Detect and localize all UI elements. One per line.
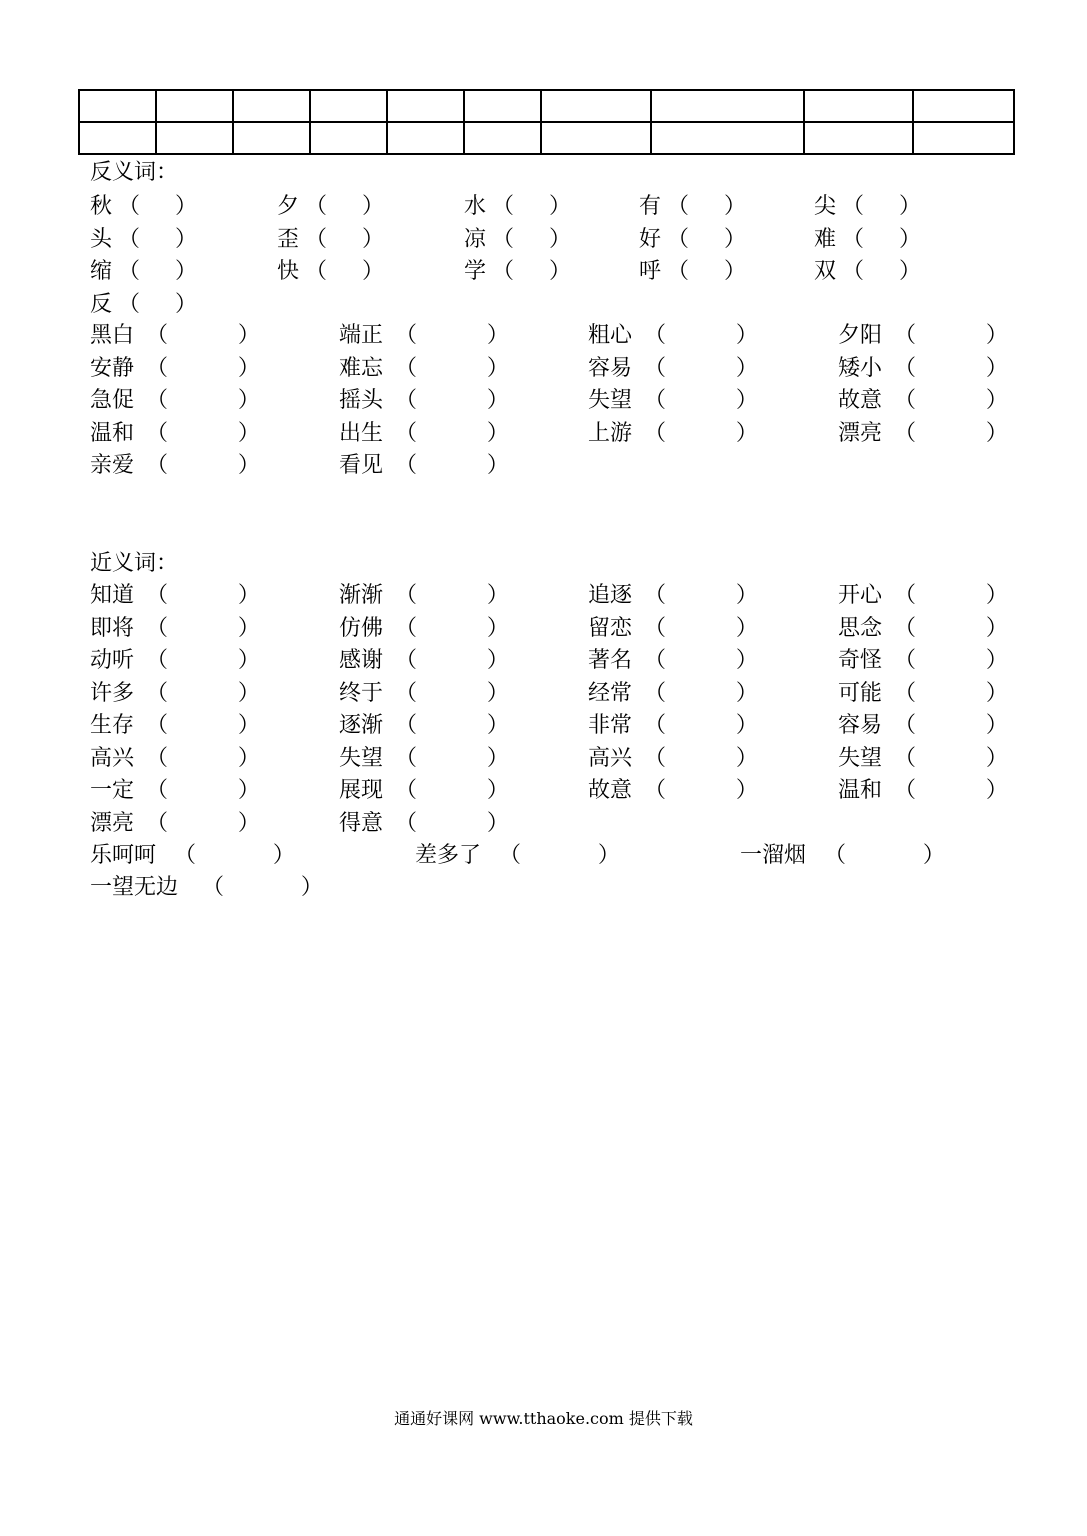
word-label: 一望无边 [90,875,179,900]
antonym-single-row [0,260,1087,292]
synonym-double-item [90,682,260,706]
synonym-double-item [339,617,509,641]
answer-blank[interactable]: （ ） [146,713,260,738]
word-label: 可能 [838,680,883,706]
word-label: 高兴 [588,745,633,771]
word-label: 终于 [339,680,384,706]
synonym-double-row [0,682,1087,714]
synonym-double-item [588,779,758,803]
word-label: 差多了 [415,843,482,868]
synonym-double-item [90,779,260,803]
antonym-double-row [0,389,1087,421]
answer-blank[interactable]: （ ） [395,355,509,381]
word-label: 看见 [339,453,384,478]
synonym-double-item [90,584,260,608]
synonym-triple-row [0,844,1087,876]
word-label: 经常 [588,680,633,706]
synonyms-title: 近义词： [90,551,179,576]
answer-blank[interactable]: （ ） [395,648,509,673]
blank-cell[interactable] [79,122,156,154]
answer-blank[interactable]: （ ） [894,388,1008,413]
antonym-single-item [464,195,571,219]
word-label: 双 [814,259,837,284]
synonym-quad-row [0,876,1087,908]
antonym-double-item [838,357,1008,381]
word-label: 逐渐 [339,713,384,738]
synonym-double-item [90,714,260,738]
synonym-double-item [339,682,509,706]
blank-cell[interactable] [913,90,1014,122]
antonym-single-item [277,195,384,219]
word-label: 学 [464,259,487,284]
blank-cell[interactable] [310,90,387,122]
answer-blank[interactable]: （ ） [667,194,746,219]
word-label: 开心 [838,583,883,608]
answer-blank[interactable]: （ ） [395,453,509,478]
synonym-triple-item [90,844,295,868]
blank-cell[interactable] [79,90,156,122]
answer-blank[interactable]: （ ） [146,355,260,381]
answer-blank[interactable]: （ ） [894,583,1008,608]
synonym-double-row [0,617,1087,649]
blank-cell[interactable] [804,90,913,122]
word-label: 凉 [464,226,487,252]
answer-blank[interactable]: （ ） [146,615,260,641]
answer-blank[interactable]: （ ） [894,323,1008,348]
synonym-double-item [588,714,758,738]
blank-cell[interactable] [387,90,464,122]
synonym-double-row [0,649,1087,681]
answer-blank[interactable]: （ ） [395,778,509,803]
word-label: 头 [90,226,113,252]
word-label: 生存 [90,713,135,738]
word-label: 非常 [588,713,633,738]
synonym-double-item [588,649,758,673]
table-row [79,90,1014,122]
antonym-single-item [639,228,746,252]
answer-blank[interactable]: （ ） [146,453,260,478]
word-label: 得意 [339,810,384,836]
answer-blank[interactable]: （ ） [894,778,1008,803]
synonym-double-item [838,747,1008,771]
answer-blank[interactable]: （ ） [146,583,260,608]
answer-blank[interactable]: （ ） [644,583,758,608]
synonym-double-item [838,779,1008,803]
answer-blank[interactable]: （ ） [146,778,260,803]
antonym-single-row [0,293,1087,325]
answer-blank[interactable]: （ ） [395,583,509,608]
word-label: 夕阳 [838,323,883,348]
synonym-double-item [838,649,1008,673]
word-label: 亲爱 [90,453,135,478]
word-label: 追逐 [588,583,633,608]
antonym-double-row [0,324,1087,356]
answer-blank[interactable]: （ ） [146,680,260,706]
word-label: 歪 [277,226,300,252]
word-label: 缩 [90,259,113,284]
word-label: 急促 [90,388,135,413]
antonym-single-item [277,228,384,252]
synonym-double-item [339,779,509,803]
answer-blank[interactable]: （ ） [894,745,1008,771]
answer-blank[interactable]: （ ） [118,194,197,219]
antonym-single-item [639,260,746,284]
synonym-double-item [838,714,1008,738]
answer-blank[interactable]: （ ） [395,388,509,413]
synonym-double-row [0,812,1087,844]
blank-cell[interactable] [541,90,651,122]
word-label: 好 [639,226,662,252]
synonym-double-item [90,747,260,771]
antonym-double-item [90,389,260,413]
word-label: 留恋 [588,615,633,641]
answer-blank[interactable]: （ ） [395,745,509,771]
word-label: 仿佛 [339,615,384,641]
antonym-double-row [0,422,1087,454]
word-label: 故意 [838,388,883,413]
word-label: 夕 [277,194,300,219]
synonym-double-row [0,714,1087,746]
word-label: 一定 [90,778,135,803]
answer-blank[interactable]: （ ） [644,420,758,446]
word-label: 思念 [838,615,883,641]
answer-blank[interactable]: （ ） [644,778,758,803]
word-label: 故意 [588,778,633,803]
synonym-double-item [339,584,509,608]
answer-blank[interactable]: （ ） [894,355,1008,381]
synonym-double-item [588,617,758,641]
word-label: 反 [90,291,113,317]
word-label: 知道 [90,583,135,608]
blank-cell[interactable] [541,122,651,154]
blank-cell[interactable] [387,122,464,154]
synonym-double-item [90,617,260,641]
blank-cell[interactable] [464,90,541,122]
antonym-double-item [588,422,758,446]
word-label: 渐渐 [339,583,384,608]
answer-blank[interactable]: （ ） [894,648,1008,673]
answer-blank[interactable]: （ ） [395,615,509,641]
word-label: 容易 [838,713,883,738]
answer-blank[interactable]: （ ） [118,226,197,252]
answer-blank[interactable]: （ ） [492,259,571,284]
word-label: 黑白 [90,323,135,348]
blank-cell[interactable] [310,122,387,154]
word-label: 乐呵呵 [90,843,157,868]
word-label: 展现 [339,778,384,803]
answer-blank[interactable]: （ ） [499,843,620,868]
antonym-single-item [814,260,921,284]
word-label: 难 [814,226,837,252]
antonym-double-item [90,324,260,348]
synonym-double-item [838,682,1008,706]
answer-blank[interactable]: （ ） [305,226,384,252]
answer-blank[interactable]: （ ） [202,875,323,900]
answer-blank[interactable]: （ ） [894,680,1008,706]
antonym-double-item [90,422,260,446]
word-label: 感谢 [339,648,384,673]
antonym-double-item [588,324,758,348]
synonym-double-item [339,812,509,836]
word-label: 容易 [588,355,633,381]
word-label: 安静 [90,355,135,381]
synonym-double-item [90,649,260,673]
antonym-double-item [838,324,1008,348]
word-label: 动听 [90,648,135,673]
word-label: 漂亮 [90,810,135,836]
antonym-single-item [90,195,197,219]
blank-answer-table [78,89,1015,155]
synonym-double-item [339,649,509,673]
word-label: 即将 [90,615,135,641]
answer-blank[interactable]: （ ） [146,323,260,348]
word-label: 出生 [339,420,384,446]
synonym-double-row [0,779,1087,811]
word-label: 失望 [838,745,883,771]
blank-cell[interactable] [233,90,310,122]
answer-blank[interactable]: （ ） [644,680,758,706]
answer-blank[interactable]: （ ） [146,745,260,771]
synonym-double-item [588,682,758,706]
answer-blank[interactable]: （ ） [894,615,1008,641]
synonym-double-item [588,584,758,608]
synonym-triple-item [740,844,945,868]
antonym-double-row [0,454,1087,486]
answer-blank[interactable]: （ ） [174,843,295,868]
synonym-double-item [339,714,509,738]
antonym-single-item [639,195,746,219]
answer-blank[interactable]: （ ） [395,810,509,836]
antonym-single-item [90,293,197,317]
answer-blank[interactable]: （ ） [395,420,509,446]
answer-blank[interactable]: （ ） [842,226,921,252]
answer-blank[interactable]: （ ） [644,323,758,348]
word-label: 温和 [838,778,883,803]
antonym-single-item [464,260,571,284]
antonym-double-item [339,324,509,348]
synonym-double-item [588,747,758,771]
synonym-quad-item [90,876,323,900]
answer-blank[interactable]: （ ） [644,355,758,381]
answer-blank[interactable]: （ ） [667,226,746,252]
answer-blank[interactable]: （ ） [146,388,260,413]
word-label: 水 [464,194,487,219]
antonym-double-item [588,357,758,381]
antonyms-title: 反义词： [90,160,179,185]
antonym-double-item [339,422,509,446]
answer-blank[interactable]: （ ） [146,810,260,836]
antonym-double-item [588,389,758,413]
word-label: 失望 [339,745,384,771]
antonym-single-row [0,228,1087,260]
answer-blank[interactable]: （ ） [492,194,571,219]
blank-cell[interactable] [651,90,804,122]
word-label: 秋 [90,194,113,219]
antonym-double-item [339,357,509,381]
blank-cell[interactable] [156,90,233,122]
word-label: 粗心 [588,323,633,348]
answer-blank[interactable]: （ ） [667,259,746,284]
antonym-double-item [90,454,260,478]
answer-blank[interactable]: （ ） [395,323,509,348]
blank-cell[interactable] [464,122,541,154]
answer-blank[interactable]: （ ） [842,259,921,284]
answer-blank[interactable]: （ ） [395,713,509,738]
word-label: 高兴 [90,745,135,771]
antonym-single-item [464,228,571,252]
word-label: 失望 [588,388,633,413]
answer-blank[interactable]: （ ） [644,615,758,641]
synonym-double-row [0,584,1087,616]
word-label: 呼 [639,259,662,284]
antonym-double-row [0,357,1087,389]
synonym-double-item [838,584,1008,608]
answer-blank[interactable]: （ ） [395,680,509,706]
answer-blank[interactable]: （ ） [894,713,1008,738]
answer-blank[interactable]: （ ） [146,648,260,673]
word-label: 漂亮 [838,420,883,446]
antonym-single-row [0,195,1087,227]
synonym-double-item [90,812,260,836]
word-label: 温和 [90,420,135,446]
answer-blank[interactable]: （ ） [644,388,758,413]
antonym-double-item [339,454,509,478]
blank-cell[interactable] [804,122,913,154]
footer-credit: 通通好课网 www.tthaoke.com 提供下载 [394,1409,693,1428]
blank-cell[interactable] [233,122,310,154]
answer-blank[interactable]: （ ） [644,745,758,771]
answer-blank[interactable]: （ ） [894,420,1008,446]
word-label: 快 [277,259,300,284]
word-label: 难忘 [339,355,384,381]
answer-blank[interactable]: （ ） [118,259,197,284]
word-label: 一溜烟 [740,843,807,868]
blank-cell[interactable] [651,122,804,154]
antonym-single-item [90,260,197,284]
antonym-double-item [339,389,509,413]
antonym-single-item [814,195,921,219]
answer-blank[interactable]: （ ） [492,226,571,252]
synonym-double-item [838,617,1008,641]
answer-blank[interactable]: （ ） [644,713,758,738]
word-label: 尖 [814,194,837,219]
antonym-single-item [90,228,197,252]
answer-blank[interactable]: （ ） [842,194,921,219]
word-label: 摇头 [339,388,384,413]
blank-cell[interactable] [156,122,233,154]
synonym-double-item [339,747,509,771]
antonym-single-item [814,228,921,252]
antonym-single-item [277,260,384,284]
word-label: 奇怪 [838,648,883,673]
answer-blank[interactable]: （ ） [146,420,260,446]
antonym-double-item [838,389,1008,413]
answer-blank[interactable]: （ ） [118,291,197,317]
answer-blank[interactable]: （ ） [824,843,945,868]
antonym-double-item [90,357,260,381]
word-label: 矮小 [838,355,883,381]
answer-blank[interactable]: （ ） [644,648,758,673]
answer-blank[interactable]: （ ） [305,259,384,284]
blank-cell[interactable] [913,122,1014,154]
synonym-triple-item [415,844,620,868]
word-label: 上游 [588,420,633,446]
synonym-double-row [0,747,1087,779]
word-label: 端正 [339,323,384,348]
word-label: 有 [639,194,662,219]
table-row [79,122,1014,154]
word-label: 著名 [588,648,633,673]
answer-blank[interactable]: （ ） [305,194,384,219]
antonym-double-item [838,422,1008,446]
word-label: 许多 [90,680,135,706]
